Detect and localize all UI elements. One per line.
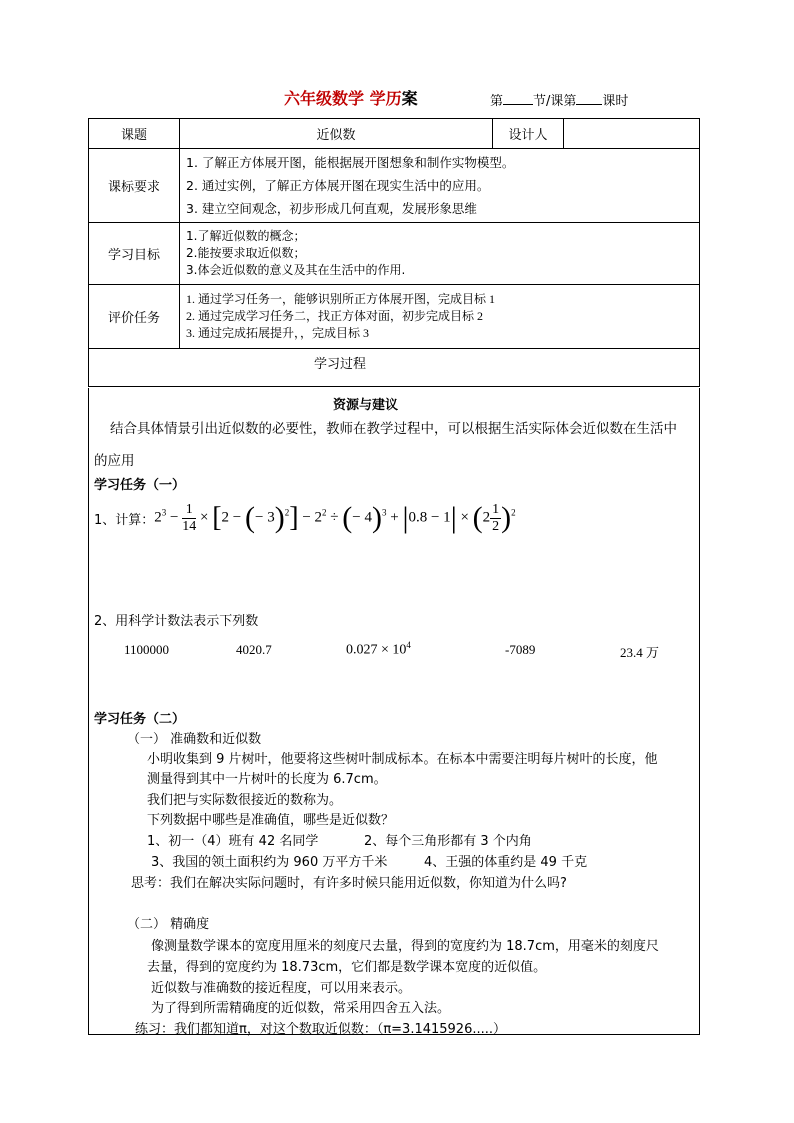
- title-case: 案: [401, 89, 418, 108]
- title-grade: 六年级: [284, 89, 333, 108]
- standard-label: 课标要求: [89, 149, 180, 223]
- section-blank: [503, 92, 533, 105]
- eval-label: 评价任务: [89, 285, 180, 349]
- item-2: 2、每个三角形都有 3 个内角: [364, 834, 532, 849]
- resources-heading: 资源与建议: [333, 398, 399, 413]
- fraction-1-2: $\frac{1}{2}$: [492, 501, 500, 534]
- eval-item: 2. 通过完成学习任务二，找正方体对面，初步完成目标 2: [186, 309, 484, 323]
- section-mid: 节/课第: [533, 94, 577, 109]
- task2-heading: 学习任务（二）: [94, 712, 186, 727]
- paragraph-1-line-1: 小明收集到 9 片树叶，他要将这些树叶制成标本。在标本中需要注明每片树叶的长度，他: [147, 752, 658, 767]
- topic-value: 近似数: [180, 119, 493, 149]
- topic-label: 课题: [89, 119, 180, 149]
- lesson-info-table: [88, 118, 700, 387]
- number-4: -7089: [505, 642, 536, 657]
- standard-item: 1. 了解正方体展开图，能根据展开图想象和制作实物模型。: [186, 155, 515, 170]
- eval-item: 3. 通过完成拓展提升，，完成目标 3: [186, 326, 370, 340]
- header: [0, 86, 794, 108]
- section-label: [490, 90, 628, 109]
- paragraph-1-line-2: 测量得到其中一片树叶的长度为 6.7cm。: [147, 772, 387, 787]
- goals-list: [180, 223, 700, 285]
- eval-item: 1. 通过学习任务一，能够识别所正方体展开图，完成目标 1: [186, 292, 496, 306]
- standard-list: [180, 149, 700, 223]
- think-question: 思考：我们在解决实际问题时，有许多时候只能用近似数，你知道为什么吗?: [131, 876, 567, 891]
- document-title: [284, 86, 418, 109]
- designer-label: 设计人: [493, 119, 564, 149]
- number-5: 23.4 万: [620, 645, 660, 660]
- goal-item: 3.体会近似数的意义及其在生活中的作用.: [186, 263, 406, 277]
- number-1: 1100000: [124, 642, 170, 657]
- paragraph-5: 近似数与准确数的接近程度，可以用来表示。: [151, 981, 412, 996]
- lesson-blank: [576, 92, 602, 105]
- intro-line-2: 的应用: [94, 453, 135, 469]
- paragraph-3: 下列数据中哪些是准确值，哪些是近似数？: [147, 813, 395, 828]
- subsection-1-heading: （一） 准确数和近似数: [127, 732, 262, 747]
- paragraph-2: 我们把与实际数很接近的数称为。: [147, 793, 343, 808]
- title-subject: 数学: [332, 89, 365, 108]
- intro-line-1: 结合具体情景引出近似数的必要性，教师在教学过程中，可以根据生活实际体会近似数在生活中: [110, 421, 677, 437]
- question-2: 2、用科学计数法表示下列数: [94, 614, 259, 629]
- standard-item: 2. 通过实例，了解正方体展开图在现实生活中的应用。: [186, 178, 490, 193]
- title-study: 学历: [369, 89, 402, 108]
- number-3: $0.027 \times 10^4$: [346, 640, 411, 658]
- task1-heading: 学习任务（一）: [94, 478, 186, 493]
- subsection-2-heading: （二） 精确度: [127, 917, 210, 932]
- section-prefix: 第: [490, 94, 504, 109]
- number-2: 4020.7: [236, 642, 272, 657]
- number-3-base: 0.027 × 10: [346, 642, 407, 658]
- goal-item: 1.了解近似数的概念；: [186, 229, 306, 243]
- paragraph-4-line-2: 去量，得到的宽度约为 18.73cm，它们都是数学课本宽度的近似值。: [147, 960, 547, 975]
- paragraph-4-line-1: 像测量数学课本的宽度用厘米的刻度尺去量，得到的宽度约为 18.7cm，用毫米的刻度尺: [151, 939, 659, 954]
- question-1: [94, 496, 516, 540]
- item-1: 1、初一（4）班有 42 名同学: [147, 834, 319, 849]
- q1-label: 1、计算：: [94, 512, 155, 528]
- eval-list: [180, 285, 700, 349]
- item-4: 4、王强的体重约是 49 千克: [424, 855, 588, 870]
- paragraph-6: 为了得到所需精确度的近似数，常采用四舍五入法。: [151, 1001, 451, 1016]
- math-expression: $2^3$ − $\frac{1}{14}$ × [2 − (− $3)^2] - 2^2$ ÷ (− 4)$^3$ + |0.8 − 1| × (2 $\frac{1}{2}$ )$^2$: [154, 501, 516, 534]
- exercise: 练习：我们都知道π，对这个数取近似数：（π=3.1415926.....）: [135, 1022, 507, 1037]
- standard-item: 3. 建立空间观念，初步形成几何直观，发展形象思维: [186, 201, 477, 216]
- process-label: 学习过程: [89, 349, 700, 387]
- fraction-1-14: $\frac{1}{14}$: [182, 501, 197, 534]
- designer-value: [564, 119, 700, 149]
- section-suffix: 课时: [602, 94, 629, 109]
- goals-label: 学习目标: [89, 223, 180, 285]
- item-3: 3、我国的领土面积约为 960 万平方千米: [151, 855, 388, 870]
- goal-item: 2.能按要求取近似数；: [186, 246, 306, 260]
